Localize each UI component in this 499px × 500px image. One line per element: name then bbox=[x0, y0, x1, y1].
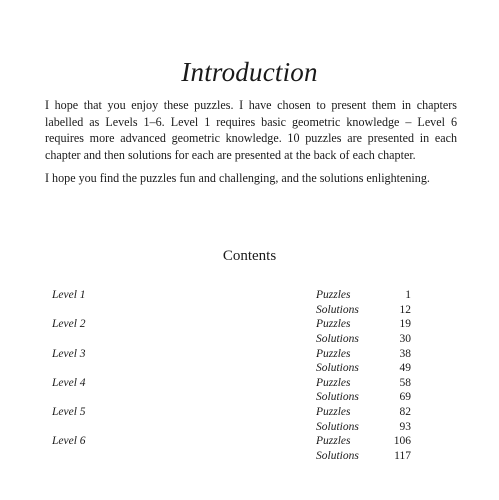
toc-page-number: 82 bbox=[399, 406, 411, 419]
toc-section-type: Solutions bbox=[316, 362, 359, 375]
toc-section-type: Puzzles bbox=[316, 435, 351, 448]
toc-section-type: Solutions bbox=[316, 391, 359, 404]
toc-row bbox=[0, 376, 499, 391]
toc-level: Level 5 bbox=[52, 406, 86, 419]
toc-page-number: 38 bbox=[399, 347, 411, 360]
toc-level: Level 1 bbox=[52, 289, 86, 301]
toc-page-number: 106 bbox=[393, 435, 411, 448]
intro-paragraph-2: I hope you find the puzzles fun and challenging, and the solutions enlightening. bbox=[45, 171, 430, 185]
toc-row bbox=[0, 420, 499, 435]
page-title: Introduction bbox=[181, 57, 318, 87]
toc-page-number: 93 bbox=[399, 420, 411, 433]
toc-row bbox=[0, 434, 499, 449]
toc-row bbox=[0, 390, 499, 405]
toc-level: Level 2 bbox=[52, 318, 86, 331]
toc-page-number: 49 bbox=[399, 362, 411, 375]
toc-page-number: 69 bbox=[399, 391, 411, 404]
toc-row bbox=[0, 332, 499, 347]
toc-page-number: 30 bbox=[399, 332, 411, 345]
toc-row bbox=[0, 317, 499, 332]
toc-page-number: 58 bbox=[399, 376, 411, 389]
toc-level: Level 3 bbox=[52, 347, 86, 360]
toc-section-type: Puzzles bbox=[316, 318, 351, 331]
contents-heading: Contents bbox=[222, 248, 277, 264]
toc-section-type: Solutions bbox=[316, 420, 359, 433]
toc-page-number: 1 bbox=[405, 289, 411, 301]
table-of-contents bbox=[0, 288, 499, 464]
toc-row bbox=[0, 288, 499, 303]
toc-level: Level 6 bbox=[52, 435, 86, 448]
toc-section-type: Solutions bbox=[316, 450, 359, 463]
toc-page-number: 12 bbox=[399, 303, 411, 316]
toc-row bbox=[0, 449, 499, 464]
toc-section-type: Puzzles bbox=[316, 289, 351, 301]
toc-level: Level 4 bbox=[52, 376, 86, 389]
toc-row bbox=[0, 361, 499, 376]
toc-page-number: 19 bbox=[399, 318, 411, 331]
toc-page-number: 117 bbox=[394, 450, 411, 463]
toc-section-type: Puzzles bbox=[316, 347, 351, 360]
toc-section-type: Puzzles bbox=[316, 406, 351, 419]
toc-section-type: Solutions bbox=[316, 303, 359, 316]
toc-section-type: Solutions bbox=[316, 332, 359, 345]
intro-paragraph-1: I hope that you enjoy these puzzles. I have chosen to present them in chapters labelled as Levels 1–6. Level 1 requires basic geometric knowledge – Level 6 requires more advanced geometric knowledge. 10 puzzles are presented in each chapter and then solutions for each are presented at the back of each chapter. bbox=[45, 98, 457, 162]
toc-row bbox=[0, 347, 499, 362]
toc-row bbox=[0, 405, 499, 420]
toc-row bbox=[0, 303, 499, 318]
toc-section-type: Puzzles bbox=[316, 376, 351, 389]
